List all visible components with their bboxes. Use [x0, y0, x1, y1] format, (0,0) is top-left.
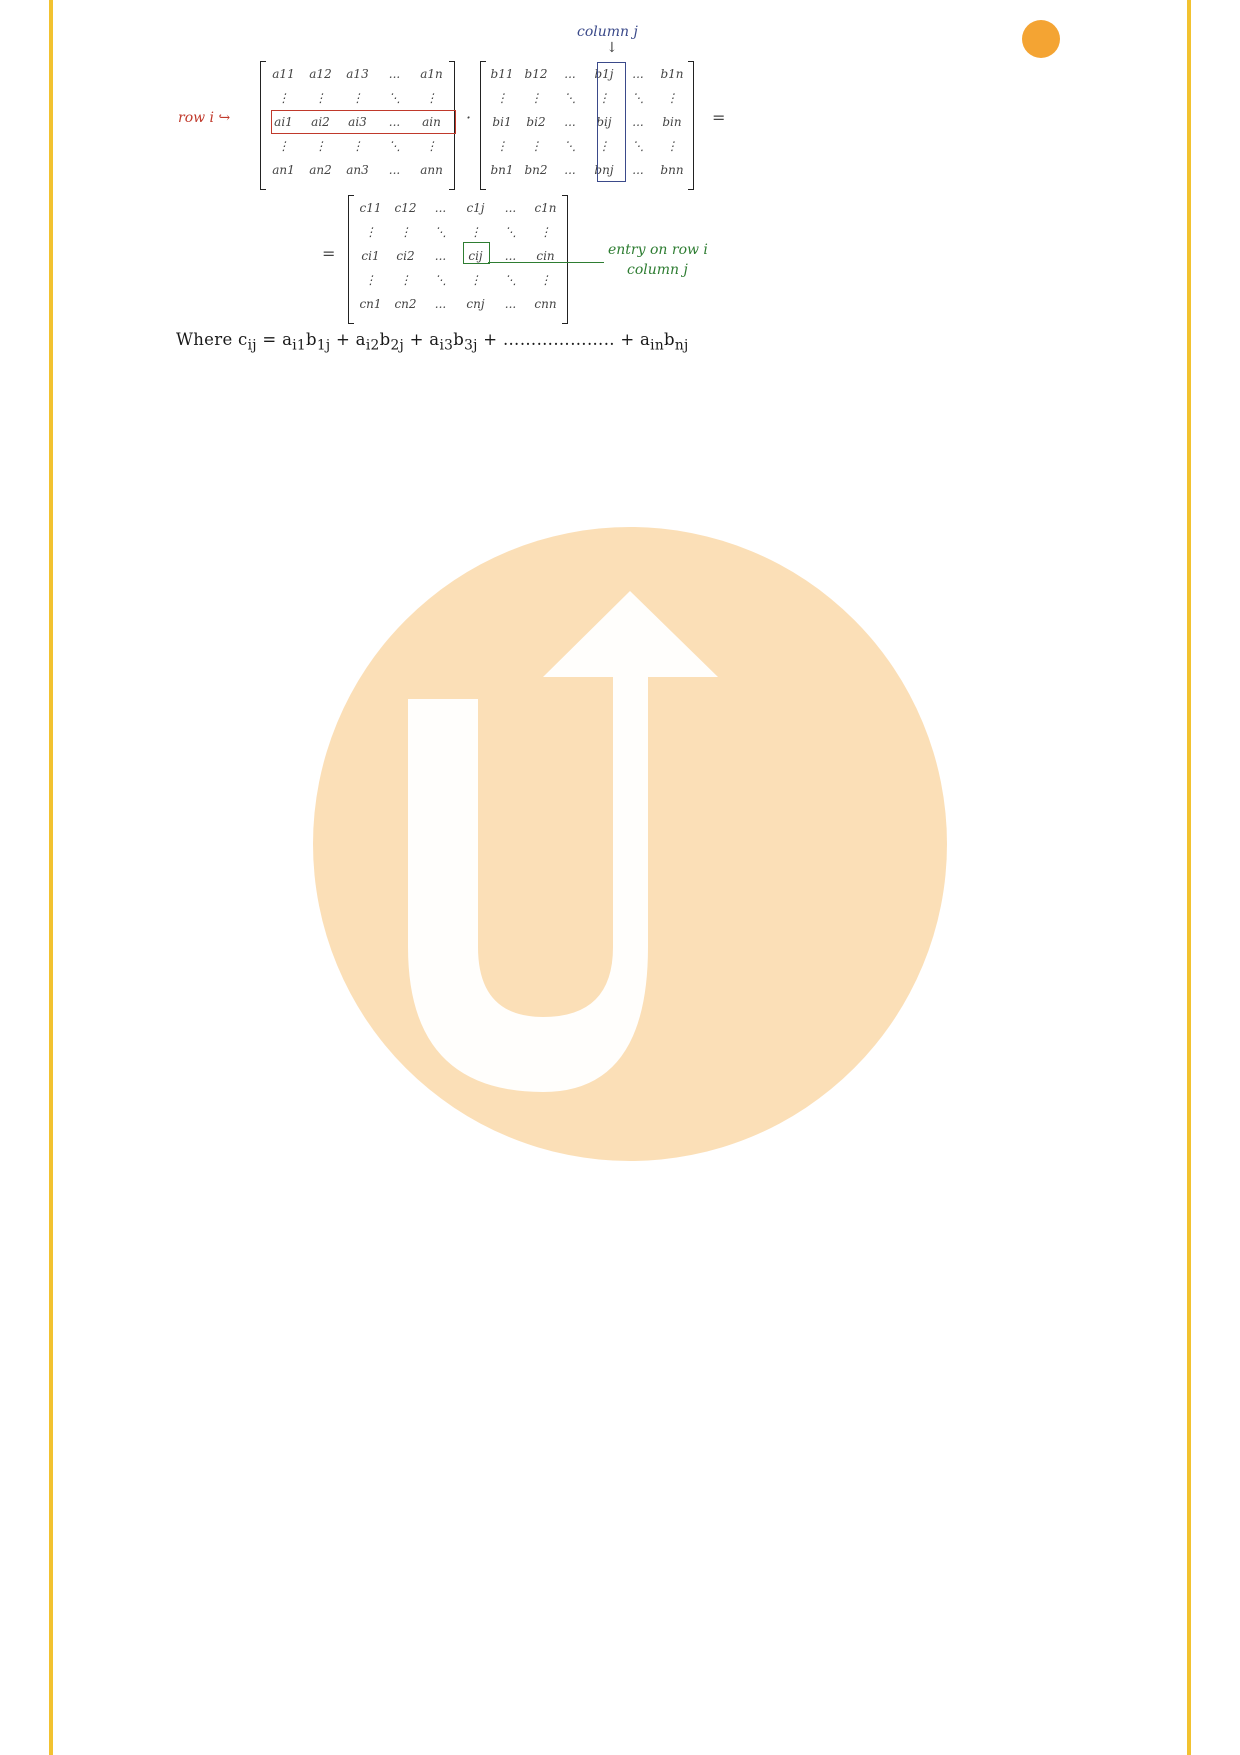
- matrix-c-generic-cell: ⋮: [539, 273, 552, 287]
- matrix-c-generic-cell: c11: [359, 201, 382, 215]
- matrix-b-generic-cell: ...: [564, 163, 576, 177]
- right-border: [1187, 0, 1191, 1755]
- matrix-a-generic-cell: an2: [309, 163, 332, 177]
- matrix-b-generic-cell: bnn: [660, 163, 684, 177]
- matrix-a-generic-cell: ...: [388, 163, 401, 177]
- matrix-b-generic-cell: b12: [524, 67, 548, 81]
- matrix-c-generic-cell: ...: [434, 297, 447, 311]
- matrix-c-generic-cell: cnj: [466, 297, 485, 311]
- matrix-c-generic-cell: ⋮: [364, 225, 377, 239]
- matrix-b-generic-cell: ⋮: [530, 91, 542, 105]
- matrix-a-generic-cell: ⋮: [425, 139, 438, 153]
- matrix-a-generic-cell: an3: [346, 163, 369, 177]
- where-line: Where $c_{ij} = a_{i1}b_{1j} + a_{i2}b_{2j} + a_{i3}b_{3j}$ + ……………….. + $a_{in}b_{nj}$: [176, 330, 689, 354]
- matrix-c-generic-cell: cij: [468, 249, 483, 263]
- matrix-c-generic-cell: cn1: [359, 297, 382, 311]
- matrix-c-generic-cell: c1n: [534, 201, 557, 215]
- matrix-b-generic-cell: bn1: [490, 163, 514, 177]
- left-border: [49, 0, 53, 1755]
- matrix-b-generic-cell: ...: [564, 67, 576, 81]
- matrix-c-generic-cell: cnn: [534, 297, 557, 311]
- matrix-c-generic-cell: cn2: [394, 297, 417, 311]
- equals-sign: =: [712, 108, 726, 127]
- matrix-b-generic-cell: b11: [490, 67, 514, 81]
- matrix-a-generic-cell: ⋮: [314, 139, 327, 153]
- entry-highlight: [463, 242, 490, 264]
- matrix-a-generic-cell: ai3: [348, 115, 367, 129]
- matrix-c-generic-cell: ⋮: [469, 273, 482, 287]
- brand-logo: [1022, 14, 1064, 64]
- matrix-c-generic-cell: ...: [434, 249, 447, 263]
- matrix-c-generic-cell: ...: [504, 201, 517, 215]
- matrix-c-generic-cell: ...: [504, 297, 517, 311]
- matrix-c-generic-cell: ...: [504, 249, 517, 263]
- matrix-c-generic-cell: cin: [536, 249, 555, 263]
- matrix-a-generic-cell: ⋱: [388, 139, 401, 153]
- matrix-c-generic-cell: ci1: [361, 249, 380, 263]
- matrix-b-generic-cell: ⋱: [632, 139, 644, 153]
- matrix-c-generic-cell: ...: [434, 201, 447, 215]
- matrix-b-generic-cell: bin: [662, 115, 682, 129]
- matrix-b-generic-cell: bnj: [594, 163, 614, 177]
- matrix-c-generic-cell: ⋱: [504, 273, 517, 287]
- matrix-b-generic-cell: bi1: [492, 115, 512, 129]
- matrix-c-generic-cell: ⋱: [504, 225, 517, 239]
- matrix-c-generic-cell: ⋮: [539, 225, 552, 239]
- matrix-b-generic-cell: ⋮: [598, 139, 610, 153]
- matrix-b-generic-cell: bi2: [526, 115, 546, 129]
- col-highlight: [597, 62, 626, 182]
- matrix-a-generic-cell: an1: [272, 163, 295, 177]
- entry-label-1: entry on row i: [608, 242, 708, 258]
- matrix-c-generic-cell: ⋱: [434, 273, 447, 287]
- matrix-b-generic-cell: ⋮: [496, 139, 508, 153]
- logo-icon: [1022, 20, 1060, 58]
- matrix-b-generic-cell: ⋮: [666, 139, 678, 153]
- matrix-c-generic-cell: ⋮: [399, 273, 412, 287]
- matrix-b-generic-cell: ⋱: [564, 139, 576, 153]
- row-highlight: [271, 110, 456, 134]
- matrix-b-generic-cell: ...: [632, 115, 644, 129]
- matrix-b-generic-cell: ...: [632, 163, 644, 177]
- matrix-b-generic-cell: b1n: [660, 67, 684, 81]
- matrix-a-generic-cell: a1n: [420, 67, 443, 81]
- matrix-a-generic-cell: a12: [309, 67, 332, 81]
- entry-label-2: column j: [627, 262, 688, 278]
- matrix-c-generic-cell: ci2: [396, 249, 415, 263]
- matrix-a-generic-cell: ann: [420, 163, 443, 177]
- matrix-b-generic-cell: ...: [632, 67, 644, 81]
- column-arrow: ↓: [606, 40, 618, 56]
- matrix-b-generic-cell: ⋮: [598, 91, 610, 105]
- matrix-c-generic-cell: c12: [394, 201, 417, 215]
- equals-sign: =: [322, 244, 336, 263]
- matrix-a-generic-cell: ain: [422, 115, 441, 129]
- matrix-c-generic-cell: ⋮: [364, 273, 377, 287]
- matrix-b-generic-cell: ...: [564, 115, 576, 129]
- matrix-c-generic: [348, 196, 568, 322]
- matrix-b-generic: [480, 62, 694, 188]
- matrix-c-generic-cell: ⋱: [434, 225, 447, 239]
- dot-op: ·: [466, 108, 472, 127]
- matrix-b-generic-cell: ⋮: [496, 91, 508, 105]
- matrix-a-generic-cell: ⋮: [351, 139, 364, 153]
- entry-pointer: [488, 262, 604, 263]
- column-label: column j: [577, 24, 638, 40]
- matrix-b-generic-cell: b1j: [594, 67, 614, 81]
- matrix-c-generic-cell: ⋮: [469, 225, 482, 239]
- matrix-c-generic-cell: ⋮: [399, 225, 412, 239]
- matrix-b-generic-cell: ⋱: [632, 91, 644, 105]
- matrix-b-generic-cell: ⋮: [666, 91, 678, 105]
- matrix-a-generic-cell: ⋮: [277, 91, 290, 105]
- matrix-b-generic-cell: bij: [596, 115, 612, 129]
- matrix-a-generic-cell: ⋮: [425, 91, 438, 105]
- matrix-a-generic-cell: ...: [388, 115, 401, 129]
- matrix-a-generic-cell: ⋮: [314, 91, 327, 105]
- matrix-a-generic-cell: ...: [388, 67, 401, 81]
- matrix-b-generic-cell: ⋱: [564, 91, 576, 105]
- watermark-logo-icon: [313, 527, 947, 1161]
- matrix-c-generic-cell: c1j: [466, 201, 485, 215]
- matrix-b-generic-cell: bn2: [524, 163, 548, 177]
- matrix-a-generic-cell: a11: [272, 67, 295, 81]
- matrix-b-generic-cell: ⋮: [530, 139, 542, 153]
- row-label: row i ↪: [178, 110, 231, 126]
- matrix-a-generic-cell: ai2: [311, 115, 330, 129]
- matrix-a-generic-cell: ⋮: [351, 91, 364, 105]
- matrix-a-generic-cell: ⋱: [388, 91, 401, 105]
- matrix-a-generic-cell: ai1: [274, 115, 293, 129]
- matrix-a-generic-cell: a13: [346, 67, 369, 81]
- matrix-a-generic-cell: ⋮: [277, 139, 290, 153]
